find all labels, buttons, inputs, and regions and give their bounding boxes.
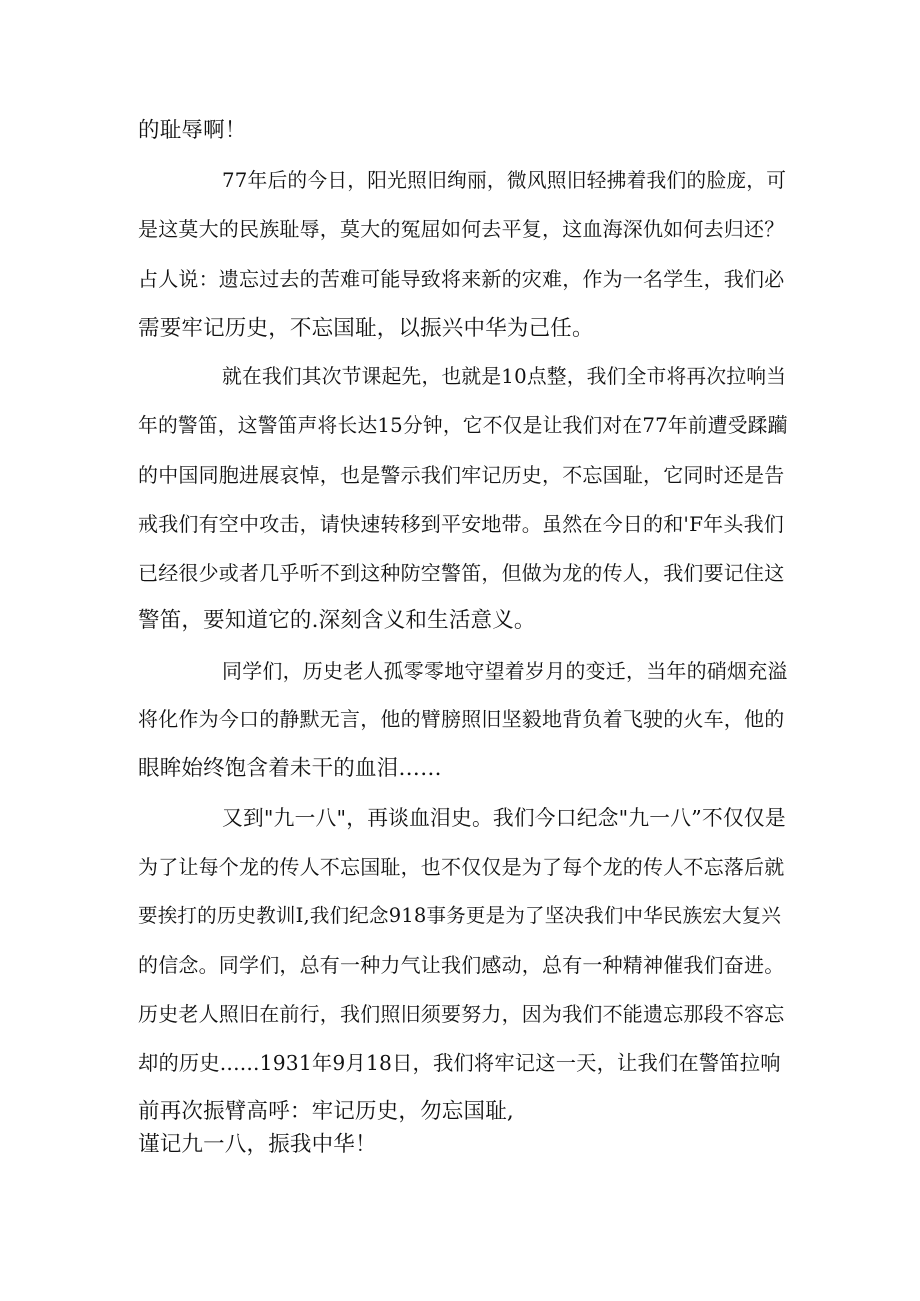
- text-line: 为了让每个龙的传人不忘国耻，也不仅仅是为了每个龙的传人不忘落后就: [138, 855, 785, 879]
- text-line: 年的警笛，这警笛声将长达15分钟，它不仅是让我们对在77年前遭受蹂躏: [138, 414, 788, 437]
- text-line: 77年后的今日，阳光照旧绚丽，微风照旧轻拂着我们的脸庞，可: [222, 169, 787, 192]
- text-line: 同学们，历史老人孤零零地守望着岁月的变迁，当年的硝烟充溢: [222, 659, 788, 683]
- text-line: 将化作为今口的静默无言，他的臂膀照旧坚毅地背负着飞驶的火车，他的: [138, 707, 785, 731]
- text-line: 戒我们有空中攻击，请快速转移到平安地带。虽然在今日的和'F年头我们: [138, 512, 784, 536]
- text-line: 却的历史......1931年9月18日，我们将牢记这一天，让我们在警笛拉响: [138, 1051, 781, 1075]
- text-line: 历史老人照旧在前行，我们照旧须要努力，因为我们不能遗忘那段不容忘: [138, 1002, 785, 1026]
- text-line: 前再次振臂高呼：牢记历史，勿忘国耻,: [138, 1099, 514, 1124]
- text-line: 的耻辱啊！: [138, 118, 247, 143]
- text-line: 是这莫大的民族耻辱，莫大的冤屈如何去平复，这血海深仇如何去归还？: [138, 217, 785, 241]
- text-line: 已经很少或者几乎听不到这种防空警笛，但做为龙的传人，我们要记住这: [138, 561, 785, 585]
- text-line: 的信念。同学们，总有一种力气让我们感动，总有一种精神催我们奋进。: [138, 953, 785, 977]
- text-line: 就在我们其次节课起先，也就是10点整，我们全市将再次拉响当: [222, 365, 787, 388]
- text-line: 谨记九一八，振我中华！: [138, 1132, 377, 1157]
- text-line: 眼眸始终饱含着未干的血泪……: [138, 756, 442, 781]
- text-line: 需要牢记历史，不忘国耻，以振兴中华为己任。: [138, 316, 594, 341]
- text-line: 警笛，要知道它的.深刻含义和生活意义。: [138, 608, 536, 633]
- text-line: 要挨打的历史教训I,我们纪念918事务更是为了坚决我们中华民族宏大复兴: [138, 904, 782, 927]
- text-line: 又到"九一八"，再谈血泪史。我们今口纪念"九一八”不仅仅是: [222, 806, 786, 830]
- text-line: 占人说：遗忘过去的苦难可能导致将来新的灾难，作为一名学生，我们必: [138, 267, 785, 291]
- text-line: 的中国同胞进展哀悼，也是警示我们牢记历史，不忘国耻，它同时还是告: [138, 463, 785, 487]
